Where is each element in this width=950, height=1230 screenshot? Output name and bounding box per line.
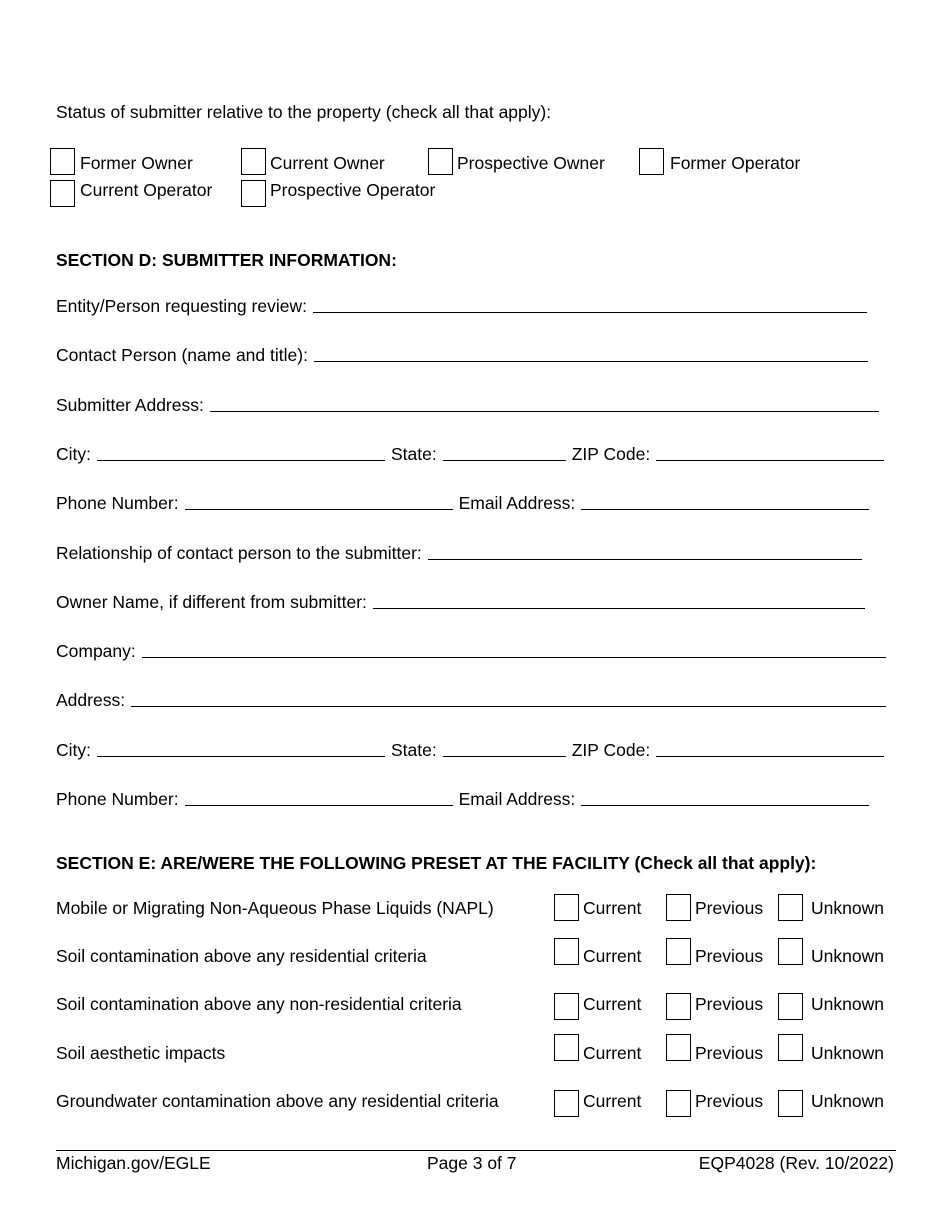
former-owner-checkbox[interactable] xyxy=(50,148,75,175)
soil-aesthetic-unknown-label: Unknown xyxy=(811,1043,884,1063)
owner-city-state-zip-row xyxy=(56,738,884,760)
groundwater-residential-unknown-checkbox[interactable] xyxy=(778,1090,803,1117)
section-e-title: SECTION E: ARE/WERE THE FOLLOWING PRESET AT THE FACILITY (Check all that apply): xyxy=(56,853,817,873)
state-label: State: xyxy=(391,444,437,464)
soil-aesthetic-current-checkbox[interactable] xyxy=(554,1034,579,1061)
soil-residential-unknown-label: Unknown xyxy=(811,946,884,966)
relationship-row xyxy=(56,541,862,563)
soil-nonresidential-current-checkbox[interactable] xyxy=(554,993,579,1020)
footer-divider xyxy=(56,1150,896,1151)
owner-phone-label: Phone Number: xyxy=(56,789,179,809)
status-prompt: Status of submitter relative to the property (check all that apply): xyxy=(56,102,552,122)
soil-residential-current-label: Current xyxy=(583,946,642,966)
soil-residential-unknown-checkbox[interactable] xyxy=(778,938,803,965)
footer-website: Michigan.gov/EGLE xyxy=(56,1153,211,1173)
current-operator-checkbox[interactable] xyxy=(50,180,75,207)
prospective-owner-label: Prospective Owner xyxy=(457,153,605,173)
city-label: City: xyxy=(56,444,91,464)
groundwater-residential-item-label: Groundwater contamination above any residential criteria xyxy=(56,1091,499,1111)
owner-zip-label: ZIP Code: xyxy=(571,740,651,760)
submitter-address-input[interactable] xyxy=(210,395,879,412)
soil-aesthetic-item-label: Soil aesthetic impacts xyxy=(56,1043,226,1063)
napl-unknown-label: Unknown xyxy=(811,898,884,918)
soil-residential-previous-label: Previous xyxy=(695,946,764,966)
soil-aesthetic-unknown-checkbox[interactable] xyxy=(778,1034,803,1061)
soil-aesthetic-previous-label: Previous xyxy=(695,1043,764,1063)
soil-nonresidential-previous-checkbox[interactable] xyxy=(666,993,691,1020)
current-owner-label: Current Owner xyxy=(270,153,385,173)
soil-residential-previous-checkbox[interactable] xyxy=(666,938,691,965)
soil-aesthetic-current-label: Current xyxy=(583,1043,642,1063)
former-operator-checkbox[interactable] xyxy=(639,148,664,175)
napl-unknown-checkbox[interactable] xyxy=(778,894,803,921)
company-input[interactable] xyxy=(142,641,886,658)
groundwater-residential-current-checkbox[interactable] xyxy=(554,1090,579,1117)
phone-label: Phone Number: xyxy=(56,493,179,513)
former-owner-label: Former Owner xyxy=(80,153,193,173)
owner-state-label: State: xyxy=(391,740,437,760)
soil-residential-item-label: Soil contamination above any residential criteria xyxy=(56,946,427,966)
napl-current-checkbox[interactable] xyxy=(554,894,579,921)
soil-nonresidential-previous-label: Previous xyxy=(695,994,764,1014)
submitter-address-label: Submitter Address: xyxy=(56,395,204,415)
owner-name-input[interactable] xyxy=(373,592,865,609)
contact-input[interactable] xyxy=(314,345,868,362)
owner-name-label: Owner Name, if different from submitter: xyxy=(56,592,367,612)
owner-address-row xyxy=(56,688,886,710)
soil-nonresidential-unknown-checkbox[interactable] xyxy=(778,993,803,1020)
prospective-operator-label: Prospective Operator xyxy=(270,180,436,200)
owner-state-input[interactable] xyxy=(443,740,566,757)
state-input[interactable] xyxy=(443,444,566,461)
groundwater-residential-unknown-label: Unknown xyxy=(811,1091,884,1111)
owner-zip-input[interactable] xyxy=(656,740,884,757)
owner-phone-email-row xyxy=(56,787,869,809)
section-d-title: SECTION D: SUBMITTER INFORMATION: xyxy=(56,250,397,270)
footer-form-number: EQP4028 (Rev. 10/2022) xyxy=(698,1153,894,1173)
prospective-owner-checkbox[interactable] xyxy=(428,148,453,175)
napl-item-label: Mobile or Migrating Non-Aqueous Phase Liquids (NAPL) xyxy=(56,898,494,918)
company-label: Company: xyxy=(56,641,136,661)
owner-address-label: Address: xyxy=(56,690,126,710)
owner-address-input[interactable] xyxy=(131,690,886,707)
phone-input[interactable] xyxy=(185,493,453,510)
email-label: Email Address: xyxy=(458,493,576,513)
owner-email-input[interactable] xyxy=(581,789,869,806)
submitter-address-row xyxy=(56,393,879,415)
zip-label: ZIP Code: xyxy=(571,444,651,464)
owner-name-row xyxy=(56,590,865,612)
entity-field-row xyxy=(56,294,867,316)
relationship-input[interactable] xyxy=(428,543,862,560)
prospective-operator-checkbox[interactable] xyxy=(241,180,266,207)
current-owner-checkbox[interactable] xyxy=(241,148,266,175)
soil-nonresidential-unknown-label: Unknown xyxy=(811,994,884,1014)
entity-label: Entity/Person requesting review: xyxy=(56,296,307,316)
owner-phone-input[interactable] xyxy=(185,789,453,806)
soil-aesthetic-previous-checkbox[interactable] xyxy=(666,1034,691,1061)
city-state-zip-row xyxy=(56,442,884,464)
owner-email-label: Email Address: xyxy=(458,789,576,809)
napl-previous-checkbox[interactable] xyxy=(666,894,691,921)
soil-residential-current-checkbox[interactable] xyxy=(554,938,579,965)
owner-city-input[interactable] xyxy=(97,740,385,757)
groundwater-residential-current-label: Current xyxy=(583,1091,642,1111)
soil-nonresidential-current-label: Current xyxy=(583,994,642,1014)
footer-page-number: Page 3 of 7 xyxy=(427,1153,517,1173)
current-operator-label: Current Operator xyxy=(80,180,213,200)
relationship-label: Relationship of contact person to the submitter: xyxy=(56,543,422,563)
former-operator-label: Former Operator xyxy=(670,153,801,173)
groundwater-residential-previous-label: Previous xyxy=(695,1091,764,1111)
napl-current-label: Current xyxy=(583,898,642,918)
phone-email-row xyxy=(56,491,869,513)
soil-nonresidential-item-label: Soil contamination above any non-residential criteria xyxy=(56,994,462,1014)
contact-field-row xyxy=(56,343,868,365)
email-input[interactable] xyxy=(581,493,869,510)
entity-input[interactable] xyxy=(313,296,867,313)
napl-previous-label: Previous xyxy=(695,898,764,918)
contact-label: Contact Person (name and title): xyxy=(56,345,308,365)
city-input[interactable] xyxy=(97,444,385,461)
owner-city-label: City: xyxy=(56,740,91,760)
company-row xyxy=(56,639,886,661)
groundwater-residential-previous-checkbox[interactable] xyxy=(666,1090,691,1117)
zip-input[interactable] xyxy=(656,444,884,461)
